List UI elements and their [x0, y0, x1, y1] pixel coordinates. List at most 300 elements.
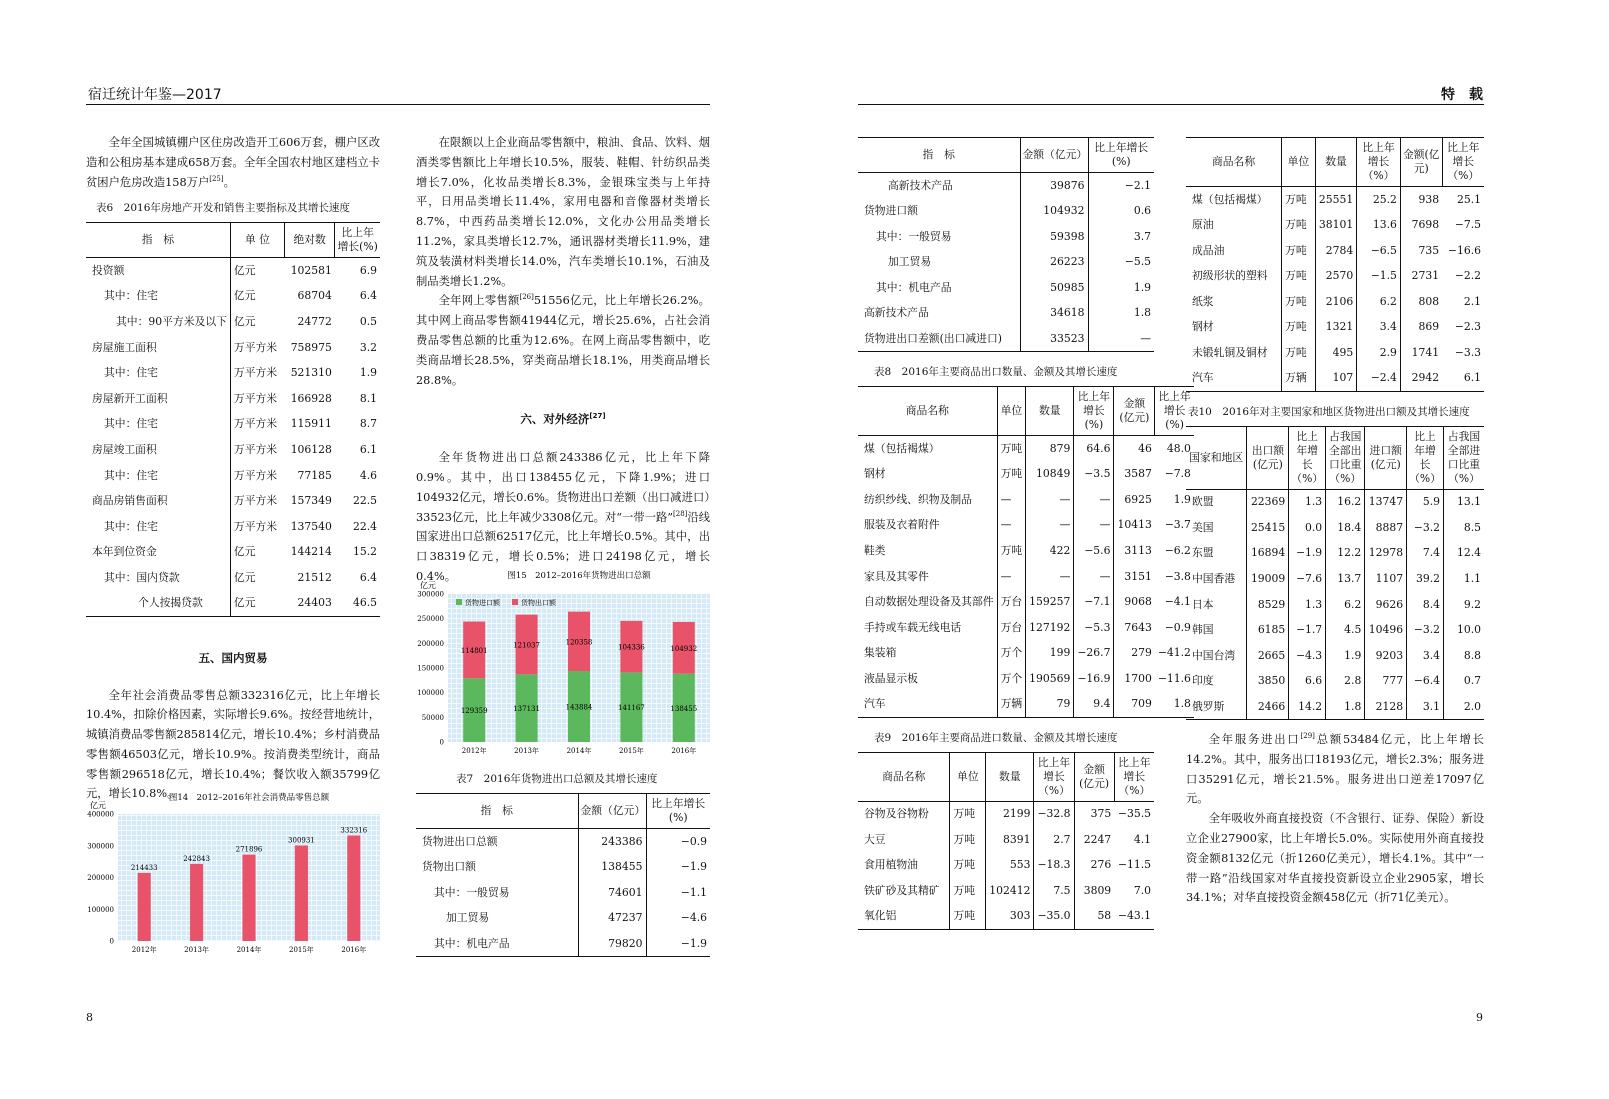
table-row: [86, 565, 380, 591]
table-cell: −4.6: [680, 911, 707, 925]
table-cell: 3.2: [359, 340, 377, 354]
table-row: [86, 539, 380, 565]
table-cell: 3.4: [1407, 643, 1444, 669]
table-row: [416, 854, 710, 880]
row-label: 未锻轧铜及铜材: [1186, 340, 1282, 366]
row-label: 货物进口额: [858, 198, 1020, 224]
table-cell: 7.5: [1034, 878, 1074, 904]
table-cell: 138455: [578, 854, 646, 880]
table-row: [86, 411, 380, 437]
table-cell: —: [997, 487, 1026, 513]
table-cell: 万个: [997, 640, 1026, 666]
table-cell: 6.1: [359, 442, 377, 456]
data-label: 143884: [565, 703, 593, 712]
table-cell: 10849: [1026, 461, 1074, 487]
y-tick-label: 300000: [87, 842, 114, 851]
table-cell: −7.5: [1454, 217, 1481, 231]
row-label: 铁矿砂及其精矿: [858, 878, 950, 904]
table-cell: 33523: [1020, 326, 1088, 352]
table-cell: −1.9: [1289, 540, 1326, 566]
table-cell: 1.8: [1326, 694, 1365, 720]
table-cell: 1.9: [1173, 492, 1191, 506]
middle-column: [416, 133, 710, 587]
row-label: 货物进出口差额(出口减进口): [858, 326, 1020, 352]
table-cell: 144214: [290, 545, 332, 559]
table-cell: −1.9: [680, 859, 707, 873]
row-label: 加工贸易: [858, 249, 1020, 275]
table-cell: 190569: [1026, 666, 1074, 692]
table-cell: 10.0: [1456, 623, 1481, 637]
table-cell: 2.9: [1357, 340, 1401, 366]
row-label: 欧盟: [1186, 489, 1247, 515]
row-label: 其中：90平方米及以下: [86, 309, 230, 335]
table-cell: 68704: [297, 289, 332, 303]
row-label: 氧化铝: [858, 904, 950, 930]
row-label: 其中：国内贷款: [86, 565, 230, 591]
row-label: 其中：住宅: [86, 514, 230, 540]
table-cell: 万吨: [1282, 263, 1316, 289]
para-services: 全年服务进出口[29]总额53484亿元，比上年增长14.2%。其中，服务出口18193亿元，增长2.3%；服务进口35291亿元，增长21.5%。服务进出口逆差17097亿元。: [1186, 732, 1484, 806]
table-cell: 9.2: [1463, 597, 1481, 611]
row-label: 纺织纱线、织物及制品: [858, 487, 997, 513]
table-cell: 8.8: [1463, 648, 1481, 662]
data-label: 120358: [565, 638, 593, 647]
table-cell: 万吨: [1282, 187, 1316, 213]
table-cell: 553: [986, 852, 1034, 878]
table-cell: 26223: [1020, 249, 1088, 275]
table-cell: 15.2: [352, 545, 377, 559]
table-header-cell: 金额(亿元): [1400, 138, 1442, 187]
table-cell: 102412: [986, 878, 1034, 904]
table-cell: 6185: [1247, 617, 1289, 643]
table-cell: 万平方米: [233, 519, 278, 533]
table-row: [416, 829, 710, 855]
table-header-cell: 比上年增长（%）: [1289, 426, 1326, 489]
row-label: 初级形状的塑料: [1186, 263, 1282, 289]
bar: [295, 845, 308, 941]
table-cell: 9068: [1124, 595, 1152, 609]
table-cell: 2.1: [1463, 294, 1481, 308]
table-cell: 10496: [1365, 617, 1407, 643]
table-cell: 万个: [997, 666, 1026, 692]
table-cell: 万平方米: [233, 340, 278, 354]
table7-continued: [858, 137, 1154, 352]
table-cell: 1.1: [1463, 571, 1481, 585]
table-cell: −32.8: [1034, 801, 1074, 827]
table-row: [416, 880, 710, 906]
table-header-cell: 指 标: [858, 138, 1020, 173]
row-label: 商品房销售面积: [86, 488, 230, 514]
row-label: 俄罗斯: [1186, 694, 1247, 720]
table-header-cell: 比上年增长(%): [1094, 141, 1149, 168]
table-header-cell: 金额(亿元): [1114, 387, 1155, 436]
table-cell: 0.0: [1289, 515, 1326, 541]
table-cell: 25.2: [1357, 187, 1401, 213]
table-cell: 3113: [1124, 543, 1152, 557]
table-cell: 758975: [290, 340, 332, 354]
table-cell: —: [997, 512, 1026, 538]
table-header-cell: 金额（亿元）: [578, 794, 646, 829]
table-header-cell: 商品名称: [1186, 138, 1282, 187]
table-cell: 7.4: [1407, 540, 1444, 566]
table-cell: −26.7: [1074, 640, 1114, 666]
x-tick-label: 2012年: [461, 747, 487, 755]
table-cell: 10413: [1117, 518, 1152, 532]
table-cell: 8.7: [359, 417, 377, 431]
table-row: [858, 852, 1154, 878]
row-label: 本年到位资金: [86, 539, 230, 565]
table-cell: 6.4: [359, 289, 377, 303]
table-cell: 303: [986, 904, 1034, 930]
table-cell: 59398: [1020, 224, 1088, 250]
table-row: [858, 173, 1154, 199]
table-cell: −35.5: [1117, 807, 1151, 821]
table-cell: 7643: [1124, 620, 1152, 634]
table-cell: −7.1: [1074, 589, 1114, 615]
table-cell: 869: [1418, 320, 1440, 334]
row-label: 韩国: [1186, 617, 1247, 643]
table-cell: −18.3: [1034, 852, 1074, 878]
table9: [858, 752, 1154, 930]
data-label: 121037: [513, 641, 540, 650]
table-cell: 3.1: [1407, 694, 1444, 720]
y-tick-label: 100000: [87, 905, 114, 914]
table9-caption: 表9 2016年主要商品进口数量、金额及其增长速度: [874, 731, 1118, 744]
y-tick-label: 250000: [417, 615, 444, 624]
row-label: 煤（包括褐煤）: [1186, 187, 1282, 213]
table-cell: 3850: [1247, 668, 1289, 694]
table-cell: 50985: [1020, 275, 1088, 301]
row-label: 美国: [1186, 515, 1247, 541]
table-cell: −6.4: [1407, 668, 1444, 694]
data-label: 242843: [183, 854, 210, 863]
table-cell: 13.6: [1357, 212, 1401, 238]
data-label: 138455: [670, 704, 698, 713]
table-row: [858, 198, 1154, 224]
table-cell: 亿元: [233, 545, 256, 559]
table-cell: 万吨: [997, 538, 1026, 564]
table-row: [858, 436, 1194, 462]
table-cell: −2.1: [1124, 178, 1151, 192]
table-row: [858, 326, 1154, 352]
row-label: 食用植物油: [858, 852, 950, 878]
para-housing: 全年全国城镇棚户区住房改造开工606万套，棚户区改造和公租房基本建成658万套。全年全国农村地区建档立卡贫困户危房改造158万户[25]。: [86, 136, 380, 189]
x-tick-label: 2016年: [341, 946, 367, 954]
table-cell: −6.5: [1357, 238, 1401, 264]
table-header-cell: 比上年增长（%）: [1447, 141, 1480, 182]
table-cell: −5.6: [1074, 538, 1114, 564]
table6: [86, 222, 380, 616]
left-page: [0, 0, 785, 1099]
table-cell: 12978: [1365, 540, 1407, 566]
table-header-cell: 占我国全部出口比重（%）: [1326, 426, 1365, 489]
table-cell: 127192: [1026, 615, 1074, 641]
table-cell: 808: [1418, 294, 1440, 308]
row-label: 房屋施工面积: [86, 335, 230, 361]
table-cell: 13.7: [1326, 566, 1365, 592]
y-axis-label: 亿元: [90, 801, 106, 810]
table-row: [858, 538, 1194, 564]
row-label: 家具及其零件: [858, 564, 997, 590]
table-cell: 1700: [1124, 671, 1152, 685]
table-cell: 2665: [1247, 643, 1289, 669]
table-cell: —: [997, 564, 1026, 590]
figure14: [86, 790, 380, 960]
table-row: [858, 615, 1194, 641]
table-cell: 1.3: [1289, 489, 1326, 515]
row-label: 投资额: [86, 258, 230, 284]
table-cell: 1.8: [1173, 697, 1191, 711]
header-rule: [858, 104, 1484, 105]
table-header-cell: 指 标: [416, 794, 578, 829]
table-header-cell: 比上年增长（%）: [1118, 755, 1151, 797]
table-cell: 1107: [1365, 566, 1407, 592]
table-header-cell: 单 位: [230, 223, 284, 258]
table-row: [858, 461, 1194, 487]
table-cell: 4.6: [359, 468, 377, 482]
row-label: 其中：住宅: [86, 411, 230, 437]
x-tick-label: 2013年: [184, 946, 210, 954]
table-cell: 万平方米: [233, 366, 278, 380]
table-row: [1186, 366, 1484, 392]
table-cell: −2.3: [1454, 320, 1481, 334]
section6-title: 六、对外经济[27]: [520, 412, 606, 427]
table-cell: 12.4: [1456, 546, 1481, 560]
data-label: 137131: [513, 705, 540, 714]
y-tick-label: 200000: [417, 639, 444, 648]
table-cell: 1.9: [1133, 280, 1151, 294]
table-cell: 2.0: [1463, 699, 1481, 713]
table-cell: 3.4: [1357, 314, 1401, 340]
row-label: 其中：一般贸易: [416, 880, 578, 906]
table-cell: 2570: [1315, 263, 1356, 289]
row-label: 纸浆: [1186, 289, 1282, 315]
table-cell: 万吨: [950, 801, 986, 827]
table-cell: 2128: [1365, 694, 1407, 720]
table-cell: 万吨: [1282, 238, 1316, 264]
table8: [858, 386, 1194, 718]
table-cell: −3.2: [1407, 617, 1444, 643]
table-cell: 2.8: [1326, 668, 1365, 694]
x-tick-label: 2012年: [131, 946, 157, 954]
table9-continued: [1186, 137, 1484, 392]
row-label: 煤（包括褐煤）: [858, 436, 997, 462]
table-cell: 79820: [578, 931, 646, 957]
row-label: 汽车: [858, 692, 997, 718]
table-cell: 8.1: [359, 391, 377, 405]
table-cell: 3.7: [1133, 229, 1151, 243]
table-header-cell: 比上年增长(%): [651, 797, 706, 824]
x-tick-label: 2015年: [288, 946, 314, 954]
data-label: 300931: [288, 836, 315, 845]
table-cell: 0.7: [1463, 674, 1481, 688]
table-cell: 亿元: [233, 314, 256, 328]
table-cell: 24403: [297, 596, 332, 610]
table-header-cell: 比上年增长（%）: [1357, 138, 1401, 187]
right-column-b: [1186, 137, 1484, 908]
table-cell: 万台: [997, 615, 1026, 641]
table-header-cell: 绝对数: [284, 223, 334, 258]
table-cell: 166928: [290, 391, 332, 405]
table-cell: 777: [1365, 668, 1407, 694]
table-header-cell: 指 标: [86, 223, 230, 258]
table-cell: −3.2: [1407, 515, 1444, 541]
table-cell: −5.3: [1074, 615, 1114, 641]
row-label: 其中：一般贸易: [858, 224, 1020, 250]
para-online: 全年网上零售额[26]51556亿元，比上年增长26.2%。其中网上商品零售额41944亿元，增长25.6%，占社会消费品零售总额的比重为12.6%。在网上商品零售额中，吃类商品增长28.5%，穿类商品增长18.1%，用类商品增长28.8%。: [416, 293, 710, 387]
table-cell: 22369: [1247, 489, 1289, 515]
table-row: [1186, 668, 1484, 694]
left-column: [86, 133, 380, 804]
table7-block: [416, 772, 710, 957]
y-tick-label: 200000: [87, 874, 114, 882]
table-cell: 亿元: [233, 289, 256, 303]
table-cell: 495: [1315, 340, 1356, 366]
table-cell: 157349: [290, 494, 332, 508]
x-tick-label: 2014年: [566, 747, 592, 755]
table-cell: 106128: [290, 442, 332, 456]
table-cell: 77185: [297, 468, 332, 482]
table-cell: 万平方米: [233, 391, 278, 405]
table-cell: 18.4: [1326, 515, 1365, 541]
table-row: [1186, 238, 1484, 264]
table-header-cell: 金额（亿元）: [1020, 138, 1088, 173]
right-column-a: [858, 137, 1191, 930]
table-row: [858, 666, 1194, 692]
table-cell: 199: [1026, 640, 1074, 666]
bar: [242, 855, 255, 941]
table-cell: 22.4: [352, 519, 377, 533]
table-cell: 46: [1138, 441, 1152, 455]
row-label: 钢材: [1186, 314, 1282, 340]
table-cell: 22.5: [352, 494, 377, 508]
table8-caption: 表8 2016年主要商品出口数量、金额及其增长速度: [874, 366, 1118, 379]
table-cell: 9.4: [1074, 692, 1114, 718]
table-cell: 879: [1026, 436, 1074, 462]
table-row: [86, 335, 380, 361]
x-tick-label: 2016年: [671, 747, 697, 755]
table-cell: 48.0: [1166, 441, 1191, 455]
table-cell: 6925: [1124, 492, 1152, 506]
table7-caption: 表7 2016年货物进出口总额及其增长速度: [456, 773, 658, 785]
table-cell: −16.6: [1447, 243, 1481, 257]
row-label: 集装箱: [858, 640, 997, 666]
table-row: [1186, 540, 1484, 566]
table-cell: 2784: [1315, 238, 1356, 264]
y-tick-label: 0: [109, 937, 114, 946]
table-row: [1186, 289, 1484, 315]
table-cell: 0.6: [1133, 203, 1151, 217]
table6-caption: 表6 2016年房地产开发和销售主要指标及其增长速度: [96, 202, 350, 215]
row-label: 货物进出口总额: [416, 829, 578, 855]
row-label: 其中：住宅: [86, 283, 230, 309]
table-cell: 6.6: [1289, 668, 1326, 694]
table-cell: 39876: [1020, 173, 1088, 199]
table-cell: 13747: [1365, 489, 1407, 515]
row-label: 高新技术产品: [858, 300, 1020, 326]
y-tick-label: 150000: [417, 664, 444, 673]
table-cell: 1.9: [1326, 643, 1365, 669]
table-cell: 8391: [986, 827, 1034, 853]
table-cell: −1.1: [680, 885, 707, 899]
row-label: 其中：住宅: [86, 360, 230, 386]
row-label: 货物出口额: [416, 854, 578, 880]
row-label: 手持或车载无线电话: [858, 615, 997, 641]
table-cell: 万台: [997, 589, 1026, 615]
table-cell: 8.5: [1463, 520, 1481, 534]
table-header-cell: 单位: [1282, 138, 1316, 187]
table-cell: 735: [1418, 243, 1440, 257]
table-row: [858, 904, 1154, 930]
table-cell: —: [1026, 564, 1074, 590]
table-row: [86, 488, 380, 514]
table-cell: 107: [1315, 366, 1356, 392]
table-cell: 79: [1026, 692, 1074, 718]
table-cell: 万平方米: [233, 442, 278, 456]
legend-label: 货物出口额: [521, 599, 556, 607]
table-cell: 1741: [1411, 345, 1440, 359]
table-header-cell: 数量: [986, 752, 1034, 801]
row-label: 液晶显示板: [858, 666, 997, 692]
table-row: [858, 249, 1154, 275]
table-cell: 万吨: [1282, 212, 1316, 238]
table-cell: 2942: [1411, 371, 1440, 385]
running-head-right: 特 载: [1441, 87, 1483, 103]
table-cell: 万辆: [997, 692, 1026, 718]
table-row: [858, 564, 1194, 590]
table-cell: 279: [1131, 646, 1152, 660]
table10-caption: 表10 2016年对主要国家和地区货物进出口额及其增长速度: [1188, 405, 1470, 418]
y-tick-label: 100000: [417, 689, 444, 698]
table-header-cell: 比上年增长(%): [1074, 387, 1114, 436]
row-label: 服装及衣着附件: [858, 512, 997, 538]
table-cell: 243386: [578, 829, 646, 855]
table-cell: —: [1140, 331, 1151, 345]
y-tick-label: 400000: [87, 810, 114, 819]
table-cell: −3.5: [1074, 461, 1114, 487]
table-row: [858, 300, 1154, 326]
table-cell: 7698: [1411, 217, 1440, 231]
table-cell: 1321: [1315, 314, 1356, 340]
row-label: 中国香港: [1186, 566, 1247, 592]
table-cell: 159257: [1026, 589, 1074, 615]
table-cell: −11.6: [1157, 671, 1191, 685]
table-row: [858, 801, 1154, 827]
chart-title: 图14 2012–2016年社会消费品零售总额: [168, 793, 330, 803]
table-cell: —: [1026, 487, 1074, 513]
table-row: [86, 514, 380, 540]
table-header-cell: 商品名称: [858, 752, 950, 801]
data-label: 271896: [235, 845, 263, 854]
legend-swatch: [456, 599, 462, 605]
row-label: 加工贸易: [416, 905, 578, 931]
table-row: [1186, 515, 1484, 541]
x-tick-label: 2014年: [236, 946, 262, 954]
table-header-cell: 占我国全部进口比重（%）: [1447, 429, 1481, 485]
right-page: [785, 0, 1609, 1099]
table-cell: 375: [1090, 807, 1112, 821]
table-cell: 万吨: [950, 827, 986, 853]
table-cell: 137540: [290, 519, 332, 533]
table-row: [1186, 617, 1484, 643]
table-header-cell: 国家和地区: [1186, 426, 1247, 489]
table-cell: 38101: [1315, 212, 1356, 238]
data-label: 104932: [670, 644, 698, 653]
table-row: [858, 224, 1154, 250]
row-label: 汽车: [1186, 366, 1282, 392]
table-cell: 2466: [1247, 694, 1289, 720]
table-header-cell: 数量: [1315, 138, 1356, 187]
